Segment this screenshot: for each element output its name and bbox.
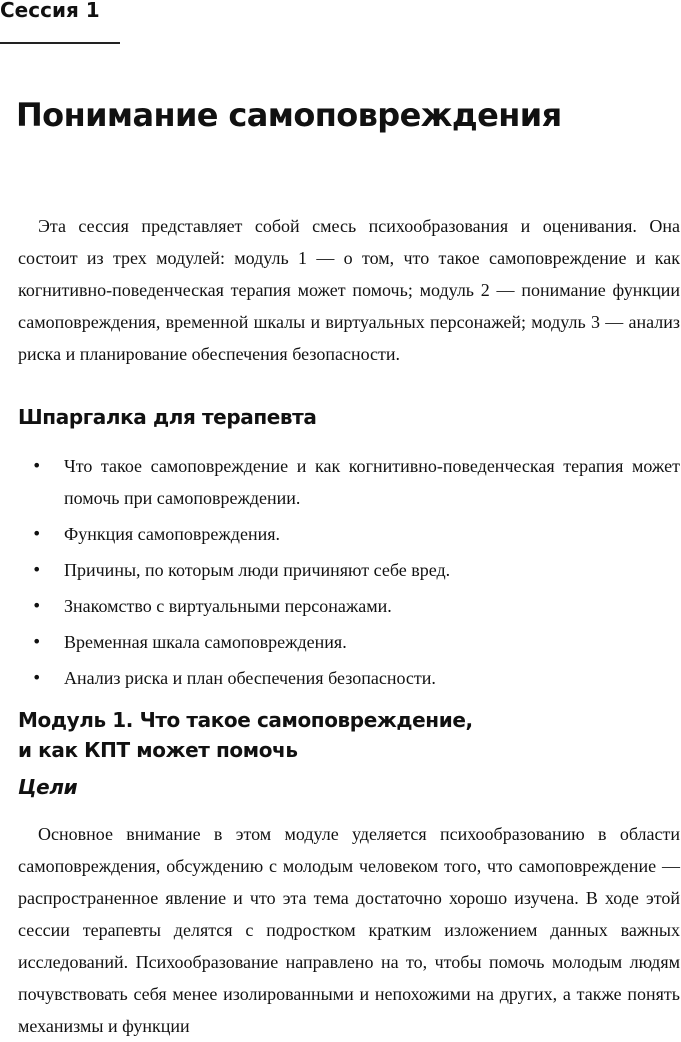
chapter-title: Понимание самоповреждения [16,96,562,134]
list-item-text: Временная шкала самоповреждения. [64,632,347,652]
list-item-text: Анализ риска и план обеспечения безопасности. [64,668,436,688]
bullet-icon: • [32,668,42,687]
list-item [18,450,680,514]
intro-paragraph [18,210,680,370]
module-1-heading-line-1: Модуль 1. Что такое самоповреждение, [18,708,473,732]
goals-text: Основное внимание в этом модуле уделяется психообразованию в области самоповреждения, обсуждению с молодым человеком того, что самоповреждение — распространенное явление и что эта тема достаточно хорошо изучена. В ходе этой сессии терапевты делятся с подростком кратким изложением данных важных исследований. Психообразование направлено на то, чтобы помочь молодым людям почувствовать себя менее изолированными и непохожими на других, а также понять механизмы и функции [18,824,680,1036]
goals-paragraph [18,818,680,1042]
bullet-icon: • [32,524,42,543]
list-item-text: Функция самоповреждения. [64,524,280,544]
goals-heading: Цели [18,775,78,799]
bullet-icon: • [32,632,42,651]
list-item [18,518,680,550]
module-1-heading [18,705,538,765]
running-header: Сессия 1 [0,0,100,22]
list-item [18,662,680,694]
list-item [18,554,680,586]
cheat-sheet-heading: Шпаргалка для терапевта [18,405,317,429]
bullet-icon: • [32,560,42,579]
list-item [18,626,680,658]
list-item-text: Причины, по которым люди причиняют себе вред. [64,560,451,580]
bullet-icon: • [32,456,42,475]
module-1-heading-line-2: и как КПТ может помочь [18,738,298,762]
cheat-sheet-list [18,450,680,698]
bullet-icon: • [32,596,42,615]
list-item [18,590,680,622]
list-item-text: Что такое самоповреждение и как когнитивно-поведенческая терапия может помочь при самоповреждении. [64,456,680,508]
list-item-text: Знакомство с виртуальными персонажами. [64,596,392,616]
header-rule [0,42,120,44]
intro-text: Эта сессия представляет собой смесь психообразования и оценивания. Она состоит из трех модулей: модуль 1 — о том, что такое самоповреждение и как когнитивно-поведенческая терапия может помочь; модуль 2 — понимание функции самоповреждения, временной шкалы и виртуальных персонажей; модуль 3 — анализ риска и планирование обеспечения безопасности. [18,216,680,364]
